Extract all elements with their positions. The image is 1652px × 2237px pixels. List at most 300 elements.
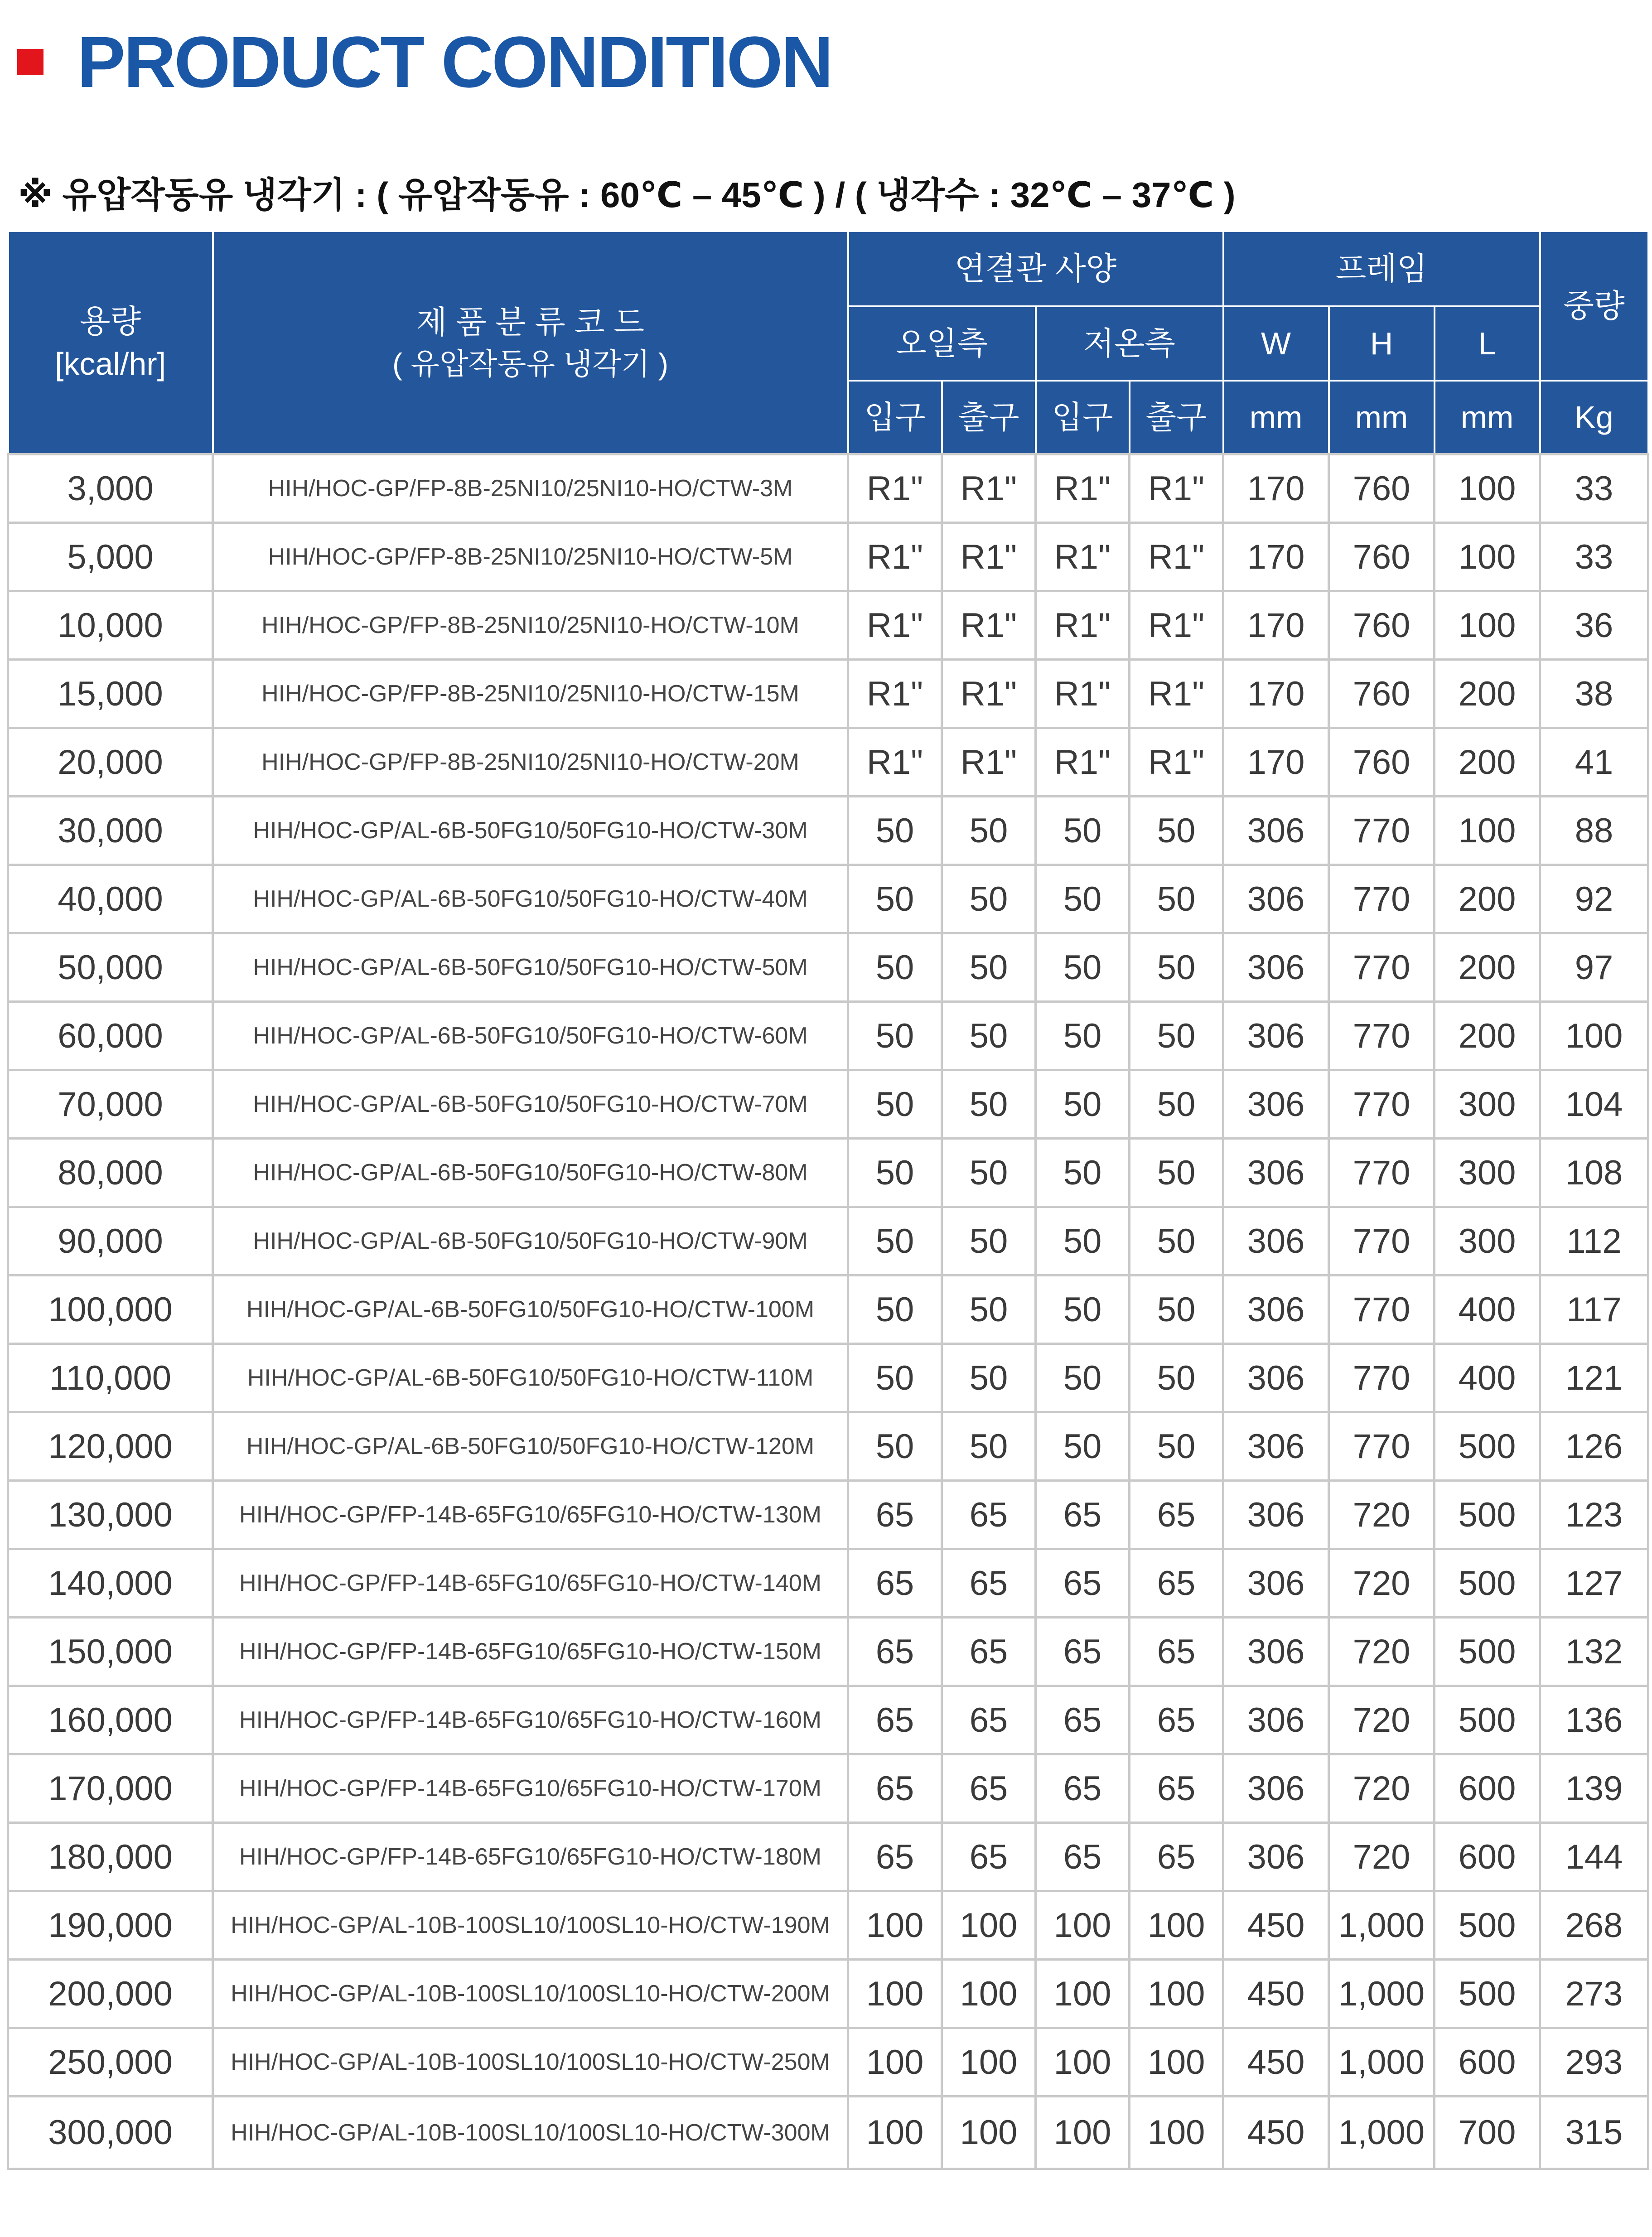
header-water-side: 저온측 (1036, 306, 1223, 381)
frame-w-cell: 306 (1223, 1276, 1329, 1344)
capacity-cell: 60,000 (8, 1002, 213, 1070)
frame-w-cell: 306 (1223, 1412, 1329, 1481)
code-cell: HIH/HOC-GP/FP-8B-25NI10/25NI10-HO/CTW-10M (213, 591, 848, 660)
frame-h-cell: 720 (1329, 1686, 1435, 1754)
frame-w-cell: 306 (1223, 1618, 1329, 1686)
code-cell: HIH/HOC-GP/AL-6B-50FG10/50FG10-HO/CTW-50M (213, 933, 848, 1002)
frame-w-cell: 450 (1223, 1960, 1329, 2028)
table-row (8, 1686, 1648, 1754)
table-row (8, 1276, 1648, 1344)
oil-inlet-cell: 65 (848, 1618, 942, 1686)
oil-outlet-cell: R1" (942, 660, 1036, 728)
oil-outlet-cell: 50 (942, 1344, 1036, 1412)
code-cell: HIH/HOC-GP/AL-6B-50FG10/50FG10-HO/CTW-60M (213, 1002, 848, 1070)
capacity-cell: 150,000 (8, 1618, 213, 1686)
water-inlet-cell: 65 (1036, 1481, 1130, 1549)
weight-cell: 108 (1540, 1139, 1648, 1207)
water-outlet-cell: 50 (1130, 1412, 1223, 1481)
frame-w-cell: 306 (1223, 1344, 1329, 1412)
weight-cell: 92 (1540, 865, 1648, 933)
frame-h-cell: 760 (1329, 454, 1435, 523)
table-row (8, 2028, 1648, 2097)
table-header (8, 231, 1648, 454)
frame-l-cell: 600 (1435, 1823, 1540, 1891)
table-row (8, 1891, 1648, 1960)
capacity-cell: 180,000 (8, 1823, 213, 1891)
water-inlet-cell: 50 (1036, 1070, 1130, 1139)
capacity-cell: 300,000 (8, 2097, 213, 2169)
frame-l-cell: 200 (1435, 933, 1540, 1002)
frame-l-cell: 200 (1435, 865, 1540, 933)
oil-inlet-cell: 50 (848, 1070, 942, 1139)
code-cell: HIH/HOC-GP/AL-10B-100SL10/100SL10-HO/CTW-300M (213, 2097, 848, 2169)
frame-h-cell: 1,000 (1329, 1960, 1435, 2028)
frame-l-cell: 100 (1435, 797, 1540, 865)
header-oil-outlet: 출구 (942, 381, 1036, 454)
header-oil-side: 오일측 (848, 306, 1036, 381)
oil-inlet-cell: 65 (848, 1686, 942, 1754)
frame-l-cell: 600 (1435, 2028, 1540, 2097)
water-outlet-cell: 50 (1130, 933, 1223, 1002)
capacity-cell: 3,000 (8, 454, 213, 523)
weight-cell: 117 (1540, 1276, 1648, 1344)
table-row (8, 1481, 1648, 1549)
header-water-outlet: 출구 (1130, 381, 1223, 454)
code-cell: HIH/HOC-GP/AL-6B-50FG10/50FG10-HO/CTW-30M (213, 797, 848, 865)
oil-inlet-cell: 65 (848, 1754, 942, 1823)
frame-l-cell: 100 (1435, 454, 1540, 523)
oil-outlet-cell: R1" (942, 728, 1036, 797)
table-body (8, 454, 1648, 2169)
oil-outlet-cell: 100 (942, 2028, 1036, 2097)
water-inlet-cell: 50 (1036, 865, 1130, 933)
product-spec-table (7, 230, 1649, 2170)
table-row (8, 1207, 1648, 1276)
weight-cell: 144 (1540, 1823, 1648, 1891)
oil-outlet-cell: R1" (942, 591, 1036, 660)
oil-outlet-cell: 50 (942, 1276, 1036, 1344)
frame-h-cell: 760 (1329, 728, 1435, 797)
oil-outlet-cell: 50 (942, 1412, 1036, 1481)
oil-inlet-cell: R1" (848, 728, 942, 797)
weight-cell: 38 (1540, 660, 1648, 728)
water-outlet-cell: 50 (1130, 1070, 1223, 1139)
oil-inlet-cell: 50 (848, 1276, 942, 1344)
header-connection: 연결관 사양 (848, 231, 1223, 306)
header-code-label: 제 품 분 류 코 드 (416, 304, 644, 340)
header-product-code (213, 231, 848, 454)
table-row (8, 1618, 1648, 1686)
frame-l-cell: 300 (1435, 1070, 1540, 1139)
capacity-cell: 5,000 (8, 523, 213, 591)
frame-l-cell: 400 (1435, 1276, 1540, 1344)
frame-w-cell: 306 (1223, 1549, 1329, 1618)
frame-h-cell: 770 (1329, 1276, 1435, 1344)
oil-outlet-cell: 50 (942, 933, 1036, 1002)
code-cell: HIH/HOC-GP/FP-14B-65FG10/65FG10-HO/CTW-170M (213, 1754, 848, 1823)
code-cell: HIH/HOC-GP/AL-6B-50FG10/50FG10-HO/CTW-100M (213, 1276, 848, 1344)
water-outlet-cell: 65 (1130, 1618, 1223, 1686)
water-inlet-cell: 50 (1036, 1139, 1130, 1207)
oil-inlet-cell: 50 (848, 1344, 942, 1412)
water-inlet-cell: 50 (1036, 1002, 1130, 1070)
water-outlet-cell: 100 (1130, 2097, 1223, 2169)
oil-outlet-cell: 50 (942, 1139, 1036, 1207)
header-oil-inlet: 입구 (848, 381, 942, 454)
frame-w-cell: 306 (1223, 1139, 1329, 1207)
oil-outlet-cell: 65 (942, 1481, 1036, 1549)
water-inlet-cell: 50 (1036, 1276, 1130, 1344)
frame-h-cell: 770 (1329, 865, 1435, 933)
code-cell: HIH/HOC-GP/AL-10B-100SL10/100SL10-HO/CTW-190M (213, 1891, 848, 1960)
water-inlet-cell: 50 (1036, 933, 1130, 1002)
water-outlet-cell: 100 (1130, 1960, 1223, 2028)
table-row (8, 523, 1648, 591)
water-outlet-cell: R1" (1130, 660, 1223, 728)
water-inlet-cell: 50 (1036, 1412, 1130, 1481)
frame-h-cell: 1,000 (1329, 1891, 1435, 1960)
weight-cell: 293 (1540, 2028, 1648, 2097)
table-row (8, 660, 1648, 728)
frame-l-cell: 500 (1435, 1618, 1540, 1686)
header-capacity (8, 231, 213, 454)
capacity-cell: 15,000 (8, 660, 213, 728)
capacity-cell: 200,000 (8, 1960, 213, 2028)
frame-w-cell: 306 (1223, 1002, 1329, 1070)
water-outlet-cell: 65 (1130, 1754, 1223, 1823)
frame-l-cell: 500 (1435, 1686, 1540, 1754)
code-cell: HIH/HOC-GP/FP-8B-25NI10/25NI10-HO/CTW-3M (213, 454, 848, 523)
oil-inlet-cell: 50 (848, 1207, 942, 1276)
header-capacity-unit: [kcal/hr] (54, 346, 166, 382)
capacity-cell: 50,000 (8, 933, 213, 1002)
frame-l-cell: 200 (1435, 660, 1540, 728)
frame-h-cell: 770 (1329, 933, 1435, 1002)
oil-outlet-cell: 100 (942, 1891, 1036, 1960)
code-cell: HIH/HOC-GP/FP-8B-25NI10/25NI10-HO/CTW-15M (213, 660, 848, 728)
frame-w-cell: 170 (1223, 591, 1329, 660)
capacity-cell: 160,000 (8, 1686, 213, 1754)
header-unit-w: mm (1223, 381, 1329, 454)
oil-outlet-cell: 65 (942, 1686, 1036, 1754)
capacity-cell: 120,000 (8, 1412, 213, 1481)
water-outlet-cell: R1" (1130, 728, 1223, 797)
frame-w-cell: 450 (1223, 2097, 1329, 2169)
frame-w-cell: 450 (1223, 2028, 1329, 2097)
frame-w-cell: 170 (1223, 660, 1329, 728)
header-capacity-label: 용량 (79, 303, 141, 339)
water-inlet-cell: 100 (1036, 1891, 1130, 1960)
frame-h-cell: 720 (1329, 1618, 1435, 1686)
weight-cell: 315 (1540, 2097, 1648, 2169)
table-row (8, 1002, 1648, 1070)
water-inlet-cell: R1" (1036, 660, 1130, 728)
header-weight: 중량 (1540, 231, 1648, 381)
weight-cell: 33 (1540, 523, 1648, 591)
frame-w-cell: 306 (1223, 1481, 1329, 1549)
frame-h-cell: 720 (1329, 1549, 1435, 1618)
frame-w-cell: 306 (1223, 797, 1329, 865)
frame-h-cell: 1,000 (1329, 2097, 1435, 2169)
capacity-cell: 70,000 (8, 1070, 213, 1139)
code-cell: HIH/HOC-GP/FP-14B-65FG10/65FG10-HO/CTW-150M (213, 1618, 848, 1686)
frame-w-cell: 306 (1223, 865, 1329, 933)
header-frame-l: L (1435, 306, 1540, 381)
water-outlet-cell: 100 (1130, 2028, 1223, 2097)
capacity-cell: 10,000 (8, 591, 213, 660)
water-outlet-cell: 50 (1130, 1002, 1223, 1070)
oil-inlet-cell: 50 (848, 797, 942, 865)
oil-inlet-cell: R1" (848, 591, 942, 660)
oil-inlet-cell: 50 (848, 933, 942, 1002)
water-outlet-cell: 65 (1130, 1823, 1223, 1891)
frame-l-cell: 500 (1435, 1412, 1540, 1481)
oil-outlet-cell: 100 (942, 2097, 1036, 2169)
weight-cell: 273 (1540, 1960, 1648, 2028)
table-row (8, 1344, 1648, 1412)
code-cell: HIH/HOC-GP/FP-8B-25NI10/25NI10-HO/CTW-20M (213, 728, 848, 797)
frame-l-cell: 700 (1435, 2097, 1540, 2169)
frame-l-cell: 500 (1435, 1960, 1540, 2028)
header-unit-l: mm (1435, 381, 1540, 454)
water-outlet-cell: 65 (1130, 1481, 1223, 1549)
code-cell: HIH/HOC-GP/AL-6B-50FG10/50FG10-HO/CTW-110M (213, 1344, 848, 1412)
frame-h-cell: 1,000 (1329, 2028, 1435, 2097)
water-outlet-cell: R1" (1130, 454, 1223, 523)
weight-cell: 123 (1540, 1481, 1648, 1549)
frame-h-cell: 720 (1329, 1481, 1435, 1549)
water-outlet-cell: 50 (1130, 1139, 1223, 1207)
weight-cell: 33 (1540, 454, 1648, 523)
operating-condition-note: ※ 유압작동유 냉각기 : ( 유압작동유 : 60℃ – 45℃ ) / ( 냉각수 : 32℃ – 37℃ ) (18, 175, 1236, 215)
table-row (8, 865, 1648, 933)
table-row (8, 797, 1648, 865)
water-outlet-cell: 50 (1130, 797, 1223, 865)
water-outlet-cell: 65 (1130, 1686, 1223, 1754)
oil-outlet-cell: 65 (942, 1618, 1036, 1686)
header-water-inlet: 입구 (1036, 381, 1130, 454)
frame-l-cell: 400 (1435, 1344, 1540, 1412)
table-row (8, 1412, 1648, 1481)
red-square-bullet-icon (17, 49, 43, 75)
header-frame-w: W (1223, 306, 1329, 381)
frame-h-cell: 770 (1329, 1344, 1435, 1412)
water-outlet-cell: 50 (1130, 1344, 1223, 1412)
weight-cell: 100 (1540, 1002, 1648, 1070)
water-inlet-cell: 65 (1036, 1823, 1130, 1891)
water-inlet-cell: 50 (1036, 1344, 1130, 1412)
page-heading (17, 21, 832, 102)
header-frame: 프레임 (1223, 231, 1540, 306)
oil-inlet-cell: 100 (848, 1891, 942, 1960)
table-row (8, 454, 1648, 523)
water-outlet-cell: 50 (1130, 1207, 1223, 1276)
frame-l-cell: 500 (1435, 1481, 1540, 1549)
oil-outlet-cell: 50 (942, 1002, 1036, 1070)
table-row (8, 591, 1648, 660)
frame-l-cell: 300 (1435, 1139, 1540, 1207)
oil-outlet-cell: R1" (942, 454, 1036, 523)
capacity-cell: 90,000 (8, 1207, 213, 1276)
frame-w-cell: 306 (1223, 1686, 1329, 1754)
frame-w-cell: 450 (1223, 1891, 1329, 1960)
water-outlet-cell: 100 (1130, 1891, 1223, 1960)
code-cell: HIH/HOC-GP/AL-10B-100SL10/100SL10-HO/CTW-250M (213, 2028, 848, 2097)
frame-w-cell: 170 (1223, 728, 1329, 797)
weight-cell: 132 (1540, 1618, 1648, 1686)
frame-w-cell: 306 (1223, 1823, 1329, 1891)
frame-l-cell: 500 (1435, 1549, 1540, 1618)
weight-cell: 121 (1540, 1344, 1648, 1412)
weight-cell: 126 (1540, 1412, 1648, 1481)
water-outlet-cell: R1" (1130, 523, 1223, 591)
water-inlet-cell: R1" (1036, 523, 1130, 591)
frame-l-cell: 200 (1435, 728, 1540, 797)
header-unit-kg: Kg (1540, 381, 1648, 454)
code-cell: HIH/HOC-GP/AL-6B-50FG10/50FG10-HO/CTW-40M (213, 865, 848, 933)
capacity-cell: 80,000 (8, 1139, 213, 1207)
frame-w-cell: 170 (1223, 454, 1329, 523)
weight-cell: 136 (1540, 1686, 1648, 1754)
table-row (8, 1754, 1648, 1823)
oil-outlet-cell: 65 (942, 1823, 1036, 1891)
frame-h-cell: 770 (1329, 1412, 1435, 1481)
water-outlet-cell: 50 (1130, 1276, 1223, 1344)
frame-l-cell: 100 (1435, 523, 1540, 591)
water-inlet-cell: 50 (1036, 797, 1130, 865)
water-outlet-cell: 65 (1130, 1549, 1223, 1618)
code-cell: HIH/HOC-GP/FP-14B-65FG10/65FG10-HO/CTW-180M (213, 1823, 848, 1891)
weight-cell: 104 (1540, 1070, 1648, 1139)
oil-inlet-cell: R1" (848, 523, 942, 591)
oil-outlet-cell: 50 (942, 1070, 1036, 1139)
frame-h-cell: 720 (1329, 1754, 1435, 1823)
oil-inlet-cell: 100 (848, 2028, 942, 2097)
table-row (8, 933, 1648, 1002)
table-row (8, 1070, 1648, 1139)
weight-cell: 127 (1540, 1549, 1648, 1618)
frame-h-cell: 770 (1329, 1139, 1435, 1207)
water-inlet-cell: 100 (1036, 2028, 1130, 2097)
oil-outlet-cell: 65 (942, 1549, 1036, 1618)
oil-inlet-cell: 65 (848, 1481, 942, 1549)
oil-inlet-cell: 50 (848, 865, 942, 933)
frame-w-cell: 306 (1223, 1754, 1329, 1823)
table-row (8, 1139, 1648, 1207)
oil-inlet-cell: 65 (848, 1549, 942, 1618)
capacity-cell: 130,000 (8, 1481, 213, 1549)
water-inlet-cell: 65 (1036, 1686, 1130, 1754)
frame-h-cell: 760 (1329, 523, 1435, 591)
code-cell: HIH/HOC-GP/AL-6B-50FG10/50FG10-HO/CTW-70M (213, 1070, 848, 1139)
water-outlet-cell: 50 (1130, 865, 1223, 933)
weight-cell: 88 (1540, 797, 1648, 865)
oil-outlet-cell: 65 (942, 1754, 1036, 1823)
oil-outlet-cell: 50 (942, 1207, 1036, 1276)
frame-w-cell: 170 (1223, 523, 1329, 591)
capacity-cell: 20,000 (8, 728, 213, 797)
frame-w-cell: 306 (1223, 1207, 1329, 1276)
frame-w-cell: 306 (1223, 933, 1329, 1002)
weight-cell: 139 (1540, 1754, 1648, 1823)
code-cell: HIH/HOC-GP/FP-14B-65FG10/65FG10-HO/CTW-160M (213, 1686, 848, 1754)
frame-l-cell: 600 (1435, 1754, 1540, 1823)
capacity-cell: 40,000 (8, 865, 213, 933)
code-cell: HIH/HOC-GP/AL-6B-50FG10/50FG10-HO/CTW-80M (213, 1139, 848, 1207)
oil-inlet-cell: R1" (848, 454, 942, 523)
capacity-cell: 30,000 (8, 797, 213, 865)
frame-l-cell: 500 (1435, 1891, 1540, 1960)
page-title: PRODUCT CONDITION (77, 21, 832, 102)
weight-cell: 41 (1540, 728, 1648, 797)
water-inlet-cell: 65 (1036, 1754, 1130, 1823)
oil-outlet-cell: 50 (942, 865, 1036, 933)
frame-w-cell: 306 (1223, 1070, 1329, 1139)
frame-l-cell: 300 (1435, 1207, 1540, 1276)
water-inlet-cell: 65 (1036, 1618, 1130, 1686)
frame-l-cell: 100 (1435, 591, 1540, 660)
water-inlet-cell: 50 (1036, 1207, 1130, 1276)
water-inlet-cell: R1" (1036, 591, 1130, 660)
water-outlet-cell: R1" (1130, 591, 1223, 660)
frame-l-cell: 200 (1435, 1002, 1540, 1070)
oil-inlet-cell: 50 (848, 1412, 942, 1481)
table-row (8, 728, 1648, 797)
oil-inlet-cell: R1" (848, 660, 942, 728)
frame-h-cell: 720 (1329, 1823, 1435, 1891)
capacity-cell: 140,000 (8, 1549, 213, 1618)
water-inlet-cell: 100 (1036, 2097, 1130, 2169)
code-cell: HIH/HOC-GP/FP-14B-65FG10/65FG10-HO/CTW-130M (213, 1481, 848, 1549)
frame-h-cell: 770 (1329, 1207, 1435, 1276)
table-row (8, 1823, 1648, 1891)
code-cell: HIH/HOC-GP/AL-6B-50FG10/50FG10-HO/CTW-120M (213, 1412, 848, 1481)
weight-cell: 268 (1540, 1891, 1648, 1960)
frame-h-cell: 760 (1329, 591, 1435, 660)
water-inlet-cell: 100 (1036, 1960, 1130, 2028)
capacity-cell: 100,000 (8, 1276, 213, 1344)
frame-h-cell: 760 (1329, 660, 1435, 728)
water-inlet-cell: 65 (1036, 1549, 1130, 1618)
code-cell: HIH/HOC-GP/AL-6B-50FG10/50FG10-HO/CTW-90M (213, 1207, 848, 1276)
capacity-cell: 250,000 (8, 2028, 213, 2097)
capacity-cell: 190,000 (8, 1891, 213, 1960)
oil-inlet-cell: 65 (848, 1823, 942, 1891)
oil-inlet-cell: 100 (848, 2097, 942, 2169)
code-cell: HIH/HOC-GP/AL-10B-100SL10/100SL10-HO/CTW-200M (213, 1960, 848, 2028)
oil-inlet-cell: 100 (848, 1960, 942, 2028)
weight-cell: 97 (1540, 933, 1648, 1002)
oil-outlet-cell: 50 (942, 797, 1036, 865)
frame-h-cell: 770 (1329, 797, 1435, 865)
weight-cell: 36 (1540, 591, 1648, 660)
frame-h-cell: 770 (1329, 1002, 1435, 1070)
frame-h-cell: 770 (1329, 1070, 1435, 1139)
header-unit-h: mm (1329, 381, 1435, 454)
code-cell: HIH/HOC-GP/FP-14B-65FG10/65FG10-HO/CTW-140M (213, 1549, 848, 1618)
table-row (8, 1960, 1648, 2028)
oil-outlet-cell: R1" (942, 523, 1036, 591)
table-row (8, 2097, 1648, 2169)
oil-outlet-cell: 100 (942, 1960, 1036, 2028)
water-inlet-cell: R1" (1036, 454, 1130, 523)
oil-inlet-cell: 50 (848, 1139, 942, 1207)
weight-cell: 112 (1540, 1207, 1648, 1276)
header-code-sub: ( 유압작동유 냉각기 ) (392, 347, 668, 381)
water-inlet-cell: R1" (1036, 728, 1130, 797)
header-frame-h: H (1329, 306, 1435, 381)
table-row (8, 1549, 1648, 1618)
